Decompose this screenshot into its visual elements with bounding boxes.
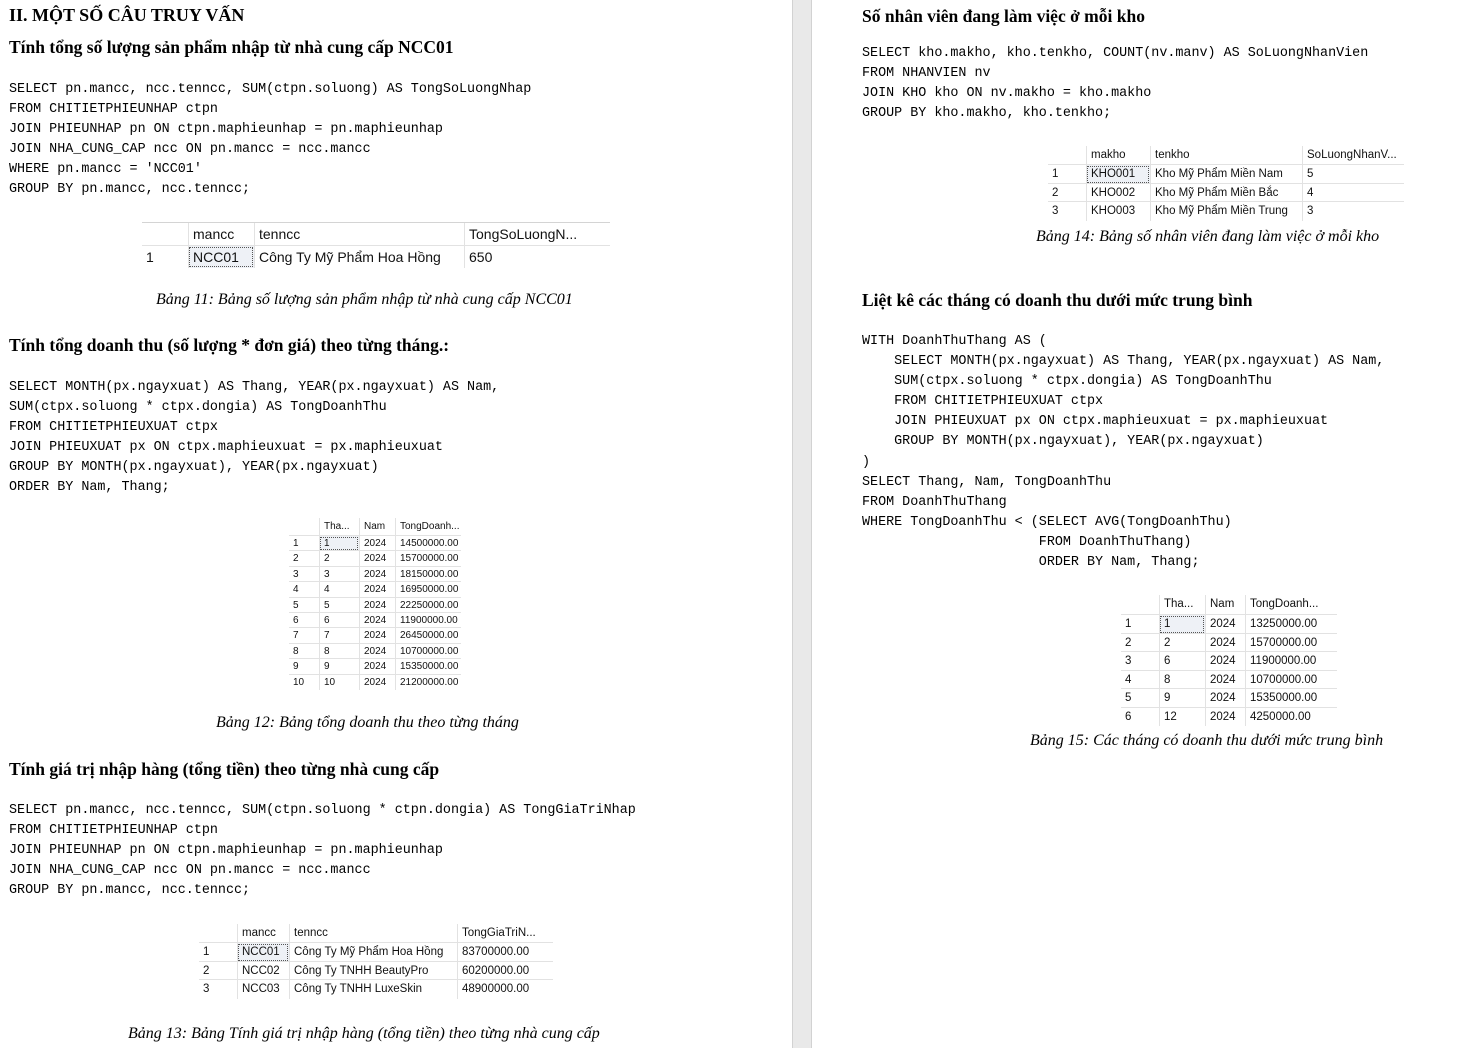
query-12-sql: SELECT MONTH(px.ngayxuat) AS Thang, YEAR(px.ngayxuat) AS Nam, SUM(ctpx.soluong * ctpx.dongia) AS TongDoanhThu FROM CHITIETPHIEUXUAT ctpx JOIN PHIEUXUAT px ON ctpx.maphieuxuat = px.maphieuxuat GROUP BY MONTH(px.ngayxuat), YEAR(px.ngayxuat) ORDER BY Nam, Thang; [9,380,500,496]
table-cell[interactable]: 6 [319,613,359,628]
table-cell[interactable]: 12 [1159,708,1205,727]
row-number-cell[interactable]: 1 [203,946,210,958]
table-cell[interactable]: NCC01 [237,943,289,962]
table-row[interactable] [199,979,553,999]
table-cell[interactable]: 9 [1159,689,1205,708]
table-row[interactable] [1121,688,1337,708]
table-cell[interactable]: 2 [319,551,359,566]
table-cell[interactable]: Công Ty Mỹ Phẩm Hoa Hồng [289,943,457,962]
row-number-cell[interactable]: 1 [1125,618,1132,630]
table-row[interactable] [289,550,461,566]
table-cell[interactable]: Công Ty TNHH LuxeSkin [289,980,457,999]
table-row[interactable] [199,942,553,962]
row-number-cell[interactable]: 2 [203,964,210,977]
table-14-caption: Bảng 14: Bảng số nhân viên đang làm việc ở mỗi kho [1036,228,1380,245]
table-row[interactable] [289,643,461,659]
table-row[interactable] [289,566,461,582]
column-header-1[interactable]: makho [1086,146,1150,164]
row-number-cell[interactable]: 7 [293,630,299,642]
table-row[interactable] [1121,670,1337,690]
row-number-cell[interactable]: 6 [293,615,299,626]
table-row[interactable] [289,612,461,628]
grid-header-row [1048,146,1404,164]
row-number-cell[interactable]: 3 [1125,655,1132,667]
table-cell[interactable]: 8 [1159,671,1205,690]
column-header-1[interactable]: mancc [237,924,289,942]
table-cell[interactable]: 1 [1159,615,1205,634]
table-cell[interactable]: 11900000.00 [395,613,461,628]
row-number-cell[interactable]: 9 [293,661,299,673]
query-11-heading: Tính tổng số lượng sản phẩm nhập từ nhà cung cấp NCC01 [9,37,454,57]
table-cell[interactable]: Kho Mỹ Phẩm Miền Trung [1150,202,1302,221]
table-cell[interactable]: 2024 [359,582,395,597]
row-number-cell[interactable]: 3 [1052,205,1059,217]
table-cell[interactable]: 650 [464,246,610,268]
table-cell[interactable]: 8 [319,644,359,659]
table-cell[interactable]: 2024 [359,598,395,613]
table-15-caption: Bảng 15: Các tháng có doanh thu dưới mức trung bình [1030,732,1384,749]
table-row[interactable] [289,658,461,674]
table-row[interactable] [142,245,610,268]
table-cell[interactable]: NCC03 [237,980,289,999]
query-12-result-grid [289,518,461,689]
grid-corner-cell [1048,146,1086,164]
row-number-cell[interactable]: 4 [293,584,299,596]
row-number-cell[interactable]: 3 [293,568,299,580]
table-cell[interactable]: 2024 [1205,708,1245,727]
table-cell[interactable]: 9 [319,659,359,674]
table-cell[interactable]: 1 [319,536,359,551]
row-number-cell[interactable]: 4 [1125,673,1132,686]
table-cell[interactable]: 15700000.00 [1245,634,1337,653]
table-cell[interactable]: KHO002 [1086,184,1150,203]
query-13-heading: Tính giá trị nhập hàng (tổng tiền) theo từng nhà cung cấp [9,759,440,779]
table-cell[interactable]: 21200000.00 [395,675,461,690]
query-15-result-grid [1121,595,1337,725]
table-cell[interactable]: 2 [1159,634,1205,653]
table-cell[interactable]: 2024 [1205,615,1245,634]
table-cell[interactable]: 2024 [359,628,395,643]
column-header-2[interactable]: Nam [359,518,395,535]
table-cell[interactable]: 5 [1302,165,1404,184]
query-11-result-grid [142,222,610,267]
table-cell[interactable]: 22250000.00 [395,598,461,613]
table-cell[interactable]: 4250000.00 [1245,708,1337,727]
column-header-2[interactable]: tenkho [1150,146,1302,164]
table-cell[interactable]: Công Ty Mỹ Phẩm Hoa Hồng [254,246,464,268]
table-cell[interactable]: 2024 [1205,671,1245,690]
row-number-cell[interactable]: 6 [1125,710,1132,723]
table-cell[interactable]: 10700000.00 [395,644,461,659]
table-cell[interactable]: Công Ty TNHH BeautyPro [289,962,457,981]
table-cell[interactable]: 2024 [359,567,395,582]
query-14-sql: SELECT kho.makho, kho.tenkho, COUNT(nv.manv) AS SoLuongNhanVien FROM NHANVIEN nv JOIN KHO kho ON nv.makho = kho.makho GROUP BY kho.makho, kho.tenkho; [862,46,1369,122]
table-cell[interactable]: 26450000.00 [395,628,461,643]
grid-corner-cell [199,924,237,942]
page-gutter [792,0,812,1048]
table-cell[interactable]: 6 [1159,652,1205,671]
table-13-caption: Bảng 13: Bảng Tính giá trị nhập hàng (tổng tiền) theo từng nhà cung cấp [128,1025,600,1042]
table-cell[interactable]: 2024 [1205,652,1245,671]
query-14-heading: Số nhân viên đang làm việc ở mỗi kho [862,6,1145,26]
query-13-sql: SELECT pn.mancc, ncc.tenncc, SUM(ctpn.soluong * ctpn.dongia) AS TongGiaTriNhap FROM CHITIETPHIEUNHAP ctpn JOIN PHIEUNHAP pn ON ctpn.maphieunhap = pn.maphieunhap JOIN NHA_CUNG_CAP ncc ON pn.mancc = ncc.mancc GROUP BY pn.mancc, ncc.tenncc; [9,803,636,899]
table-cell[interactable]: 4 [1302,184,1404,203]
table-cell[interactable]: 2024 [359,659,395,674]
table-cell[interactable]: 18150000.00 [395,567,461,582]
table-cell[interactable]: 5 [319,598,359,613]
query-15-heading: Liệt kê các tháng có doanh thu dưới mức trung bình [862,290,1253,310]
table-cell[interactable]: NCC02 [237,962,289,981]
table-cell[interactable]: 2024 [359,675,395,690]
table-cell[interactable]: 15350000.00 [1245,689,1337,708]
table-cell[interactable]: KHO001 [1086,165,1150,184]
grid-header-row [289,518,461,535]
row-number-cell[interactable]: 10 [293,676,305,688]
table-cell[interactable]: 2024 [1205,634,1245,653]
table-cell[interactable]: 83700000.00 [457,943,553,962]
table-row[interactable] [289,674,461,690]
column-header-3[interactable]: TongSoLuongN... [464,223,610,245]
table-row[interactable] [199,961,553,981]
row-number-cell[interactable]: 2 [293,553,299,565]
column-header-3[interactable]: TongDoanh... [395,518,461,535]
table-row[interactable] [289,581,461,597]
table-cell[interactable]: 15350000.00 [395,659,461,674]
column-header-2[interactable]: tenncc [254,223,464,245]
table-cell[interactable]: 13250000.00 [1245,615,1337,634]
grid-corner-cell [1121,595,1159,614]
column-header-3[interactable]: TongDoanh... [1245,595,1337,614]
grid-corner-cell [289,518,319,535]
table-cell[interactable]: NCC01 [188,246,254,268]
table-cell[interactable]: 11900000.00 [1245,652,1337,671]
row-number-cell[interactable]: 5 [293,599,299,611]
query-12-heading: Tính tổng doanh thu (số lượng * đơn giá) theo từng tháng.: [9,335,450,355]
table-cell[interactable]: 2024 [359,613,395,628]
table-cell[interactable]: Kho Mỹ Phẩm Miền Bắc [1150,184,1302,203]
query-11-sql: SELECT pn.mancc, ncc.tenncc, SUM(ctpn.soluong) AS TongSoLuongNhap FROM CHITIETPHIEUNHAP ctpn JOIN PHIEUNHAP pn ON ctpn.maphieunhap = pn.maphieunhap JOIN NHA_CUNG_CAP ncc ON pn.mancc = ncc.mancc WHERE pn.mancc = 'NCC01' GROUP BY pn.mancc, ncc.tenncc; [9,82,532,198]
table-row[interactable] [1121,614,1337,634]
table-cell[interactable]: 2024 [1205,689,1245,708]
column-header-1[interactable]: mancc [188,223,254,245]
table-cell[interactable]: 48900000.00 [457,980,553,999]
query-13-result-grid [199,924,553,998]
grid-header-row [142,223,610,245]
table-cell[interactable]: 16950000.00 [395,582,461,597]
row-number-cell[interactable]: 2 [1052,186,1059,199]
table-cell[interactable]: 60200000.00 [457,962,553,981]
table-row[interactable] [1121,633,1337,653]
section-title: II. MỘT SỐ CÂU TRUY VẤN [9,5,245,25]
table-cell[interactable]: 2024 [359,536,395,551]
query-14-result-grid [1048,146,1404,220]
table-cell[interactable]: 4 [319,582,359,597]
column-header-3[interactable]: SoLuongNhanV... [1302,146,1404,164]
table-cell[interactable]: 3 [319,567,359,582]
table-cell[interactable]: Kho Mỹ Phẩm Miền Nam [1150,165,1302,184]
table-cell[interactable]: 3 [1302,202,1404,221]
document-page-right [812,0,1470,1048]
grid-header-row [199,924,553,942]
row-number-cell[interactable]: 3 [203,983,210,995]
table-cell[interactable]: 2024 [359,551,395,566]
table-row[interactable] [1121,707,1337,727]
table-cell[interactable]: 14500000.00 [395,536,461,551]
row-number-cell[interactable]: 1 [146,249,154,265]
column-header-3[interactable]: TongGiaTriN... [457,924,553,942]
table-row[interactable] [289,597,461,613]
table-row[interactable] [1048,201,1404,221]
row-number-cell[interactable]: 1 [1052,168,1059,180]
table-cell[interactable]: 15700000.00 [395,551,461,566]
row-number-cell[interactable]: 5 [1125,692,1132,704]
table-cell[interactable]: 2024 [359,644,395,659]
table-row[interactable] [289,535,461,551]
column-header-1[interactable]: Tha... [319,518,359,535]
table-row[interactable] [289,627,461,643]
table-row[interactable] [1048,164,1404,184]
row-number-cell[interactable]: 1 [293,538,299,549]
table-cell[interactable]: 7 [319,628,359,643]
table-12-caption: Bảng 12: Bảng tổng doanh thu theo từng tháng [216,714,519,731]
column-header-2[interactable]: tenncc [289,924,457,942]
table-row[interactable] [1048,183,1404,203]
grid-header-row [1121,595,1337,614]
column-header-2[interactable]: Nam [1205,595,1245,614]
table-cell[interactable]: 10700000.00 [1245,671,1337,690]
table-11-caption: Bảng 11: Bảng số lượng sản phẩm nhập từ nhà cung cấp NCC01 [156,291,573,308]
grid-corner-cell [142,223,188,245]
row-number-cell[interactable]: 8 [293,645,299,657]
table-cell[interactable]: 10 [319,675,359,690]
table-row[interactable] [1121,651,1337,671]
row-number-cell[interactable]: 2 [1125,636,1132,649]
query-15-sql: WITH DoanhThuThang AS ( SELECT MONTH(px.ngayxuat) AS Thang, YEAR(px.ngayxuat) AS Nam, SUM(ctpx.soluong * ctpx.dongia) AS TongDoanhThu FROM CHITIETPHIEUXUAT ctpx JOIN PHIEUXUAT px ON ctpx.maphieuxuat = px.maphieuxuat GROUP BY MONTH(px.ngayxuat), YEAR(px.ngayxuat) ) SELECT Thang, Nam, TongDoanhThu FROM DoanhThuThang WHERE TongDoanhThu < (SELECT AVG(TongDoanhThu) FROM DoanhThuThang) ORDER BY Nam, Thang; [862,334,1385,571]
table-cell[interactable]: KHO003 [1086,202,1150,221]
column-header-1[interactable]: Tha... [1159,595,1205,614]
